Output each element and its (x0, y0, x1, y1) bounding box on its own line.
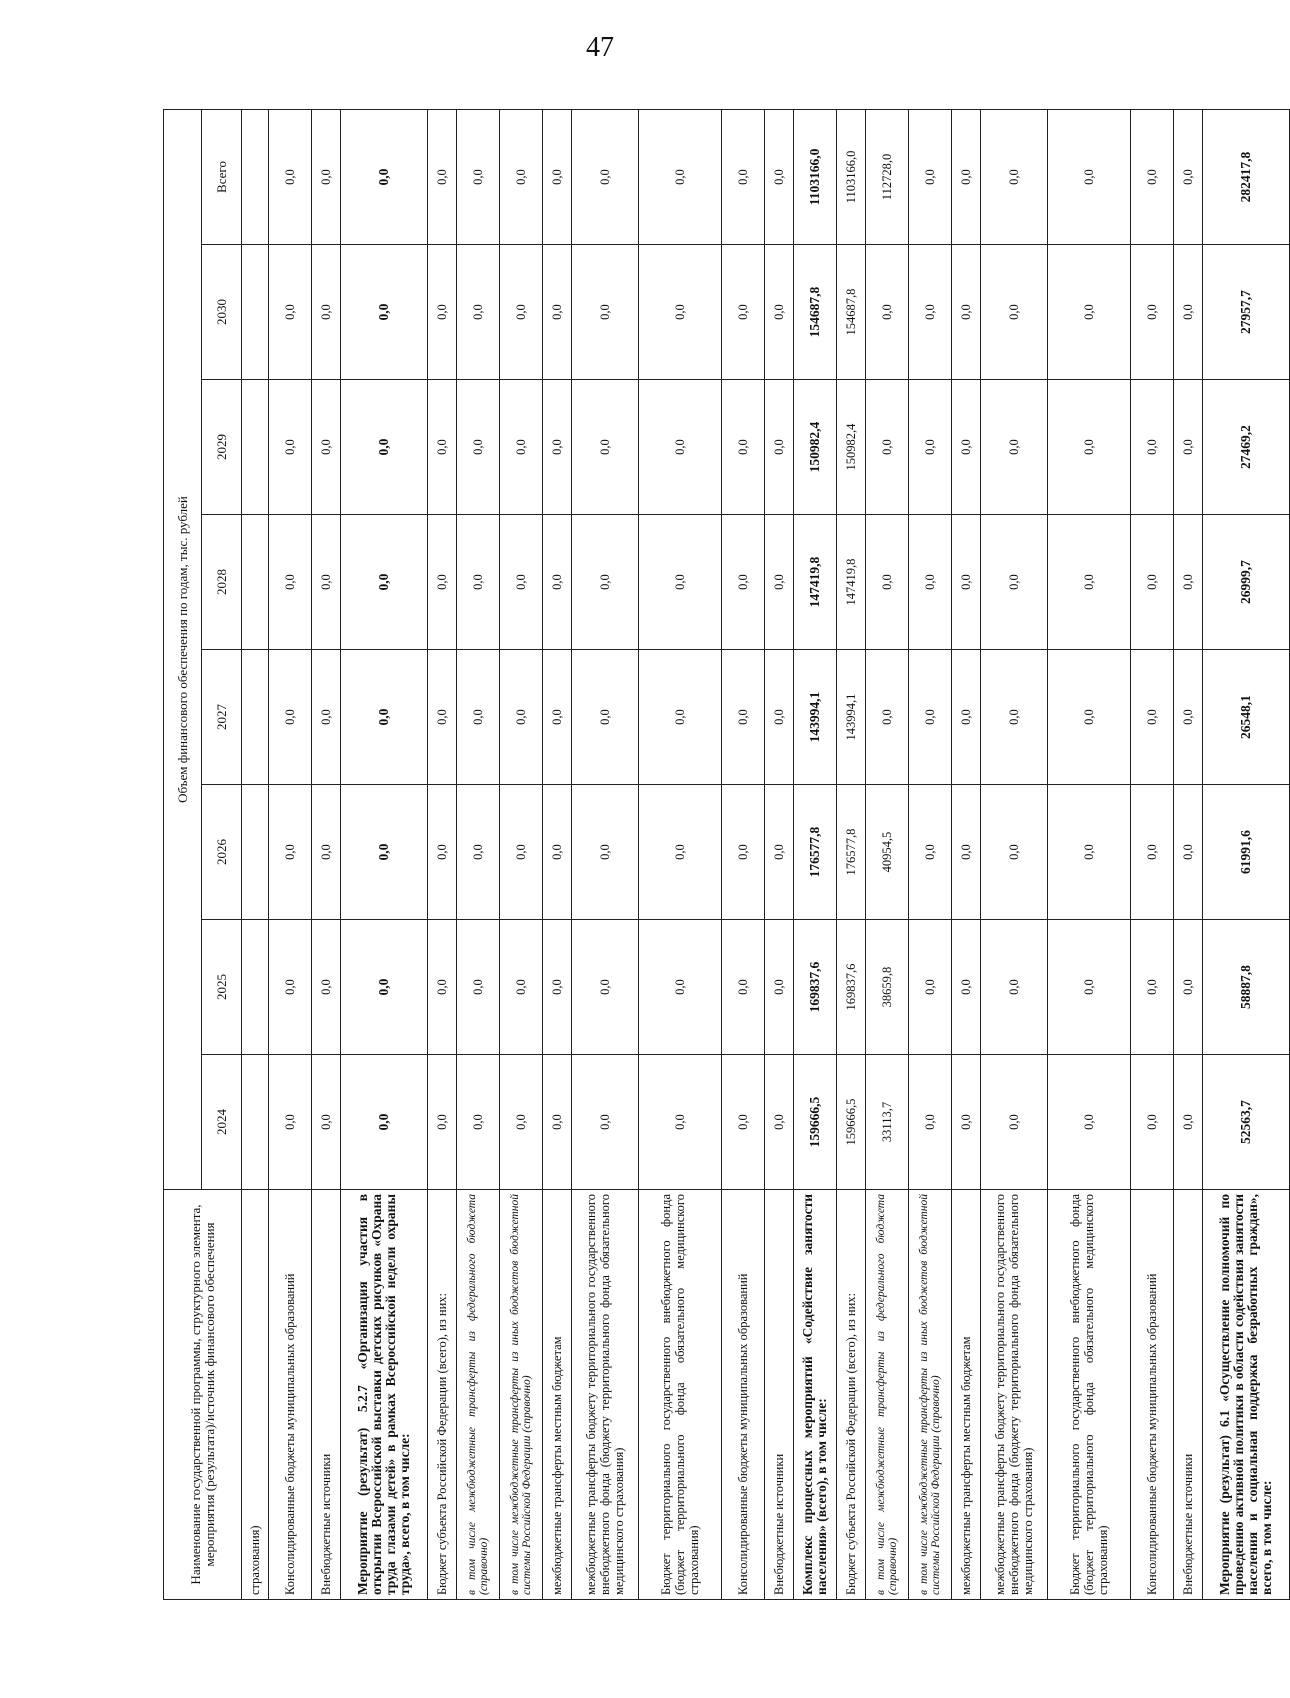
row-name: Внебюджетные источники (765, 1190, 794, 1600)
row-year-value: 0,0 (765, 785, 794, 920)
row-year-value: 0,0 (639, 515, 722, 650)
row-year-value: 0,0 (1048, 785, 1131, 920)
row-year-value: 0,0 (765, 920, 794, 1055)
row-year-value (242, 515, 269, 650)
row-year-value: 0,0 (952, 1055, 981, 1190)
row-name: Мероприятие (результат) 6.1 «Осуществление полномочий по проведению активной политики в области содействия занятости населения и социальная поддержка безработных граждан», всего, в том числе: (1203, 1190, 1290, 1600)
table-body (242, 109, 1290, 1599)
row-year-value: 40954,5 (866, 785, 909, 920)
row-year-value: 0,0 (909, 785, 952, 920)
row-year-value: 0,0 (457, 650, 500, 785)
row-name: Мероприятие (результат) 5.2.7 «Организация участия в открытии Всероссийской выставки детских рисунков «Охрана труда глазами детей» в рамках Всероссийской недели охраны труда», всего, в том числе: (341, 1190, 428, 1600)
row-total-value: 0,0 (1048, 109, 1131, 244)
row-year-value: 0,0 (312, 380, 341, 515)
header-year: 2030 (202, 245, 242, 380)
row-name: в том числе межбюджетные трансферты из федерального бюджета (справочно) (866, 1190, 909, 1600)
row-year-value: 0,0 (269, 785, 312, 920)
row-year-value: 0,0 (1131, 380, 1174, 515)
row-year-value: 150982,4 (794, 380, 837, 515)
row-total-value: 1103166,0 (794, 109, 837, 244)
row-year-value: 154687,8 (794, 245, 837, 380)
row-year-value: 0,0 (1174, 515, 1203, 650)
row-year-value: 169837,6 (794, 920, 837, 1055)
row-total-value (242, 109, 269, 244)
row-name: Консолидированные бюджеты муниципальных образований (269, 1190, 312, 1600)
row-year-value: 0,0 (428, 785, 457, 920)
table-row (1174, 109, 1203, 1599)
row-year-value: 0,0 (952, 380, 981, 515)
row-year-value: 0,0 (765, 650, 794, 785)
table-row (952, 109, 981, 1599)
row-year-value: 0,0 (981, 650, 1048, 785)
row-year-value: 0,0 (312, 245, 341, 380)
row-year-value: 0,0 (543, 380, 572, 515)
row-year-value: 0,0 (269, 1055, 312, 1190)
row-year-value: 0,0 (269, 380, 312, 515)
row-year-value: 0,0 (909, 650, 952, 785)
row-year-value: 0,0 (639, 245, 722, 380)
header-year: 2026 (202, 785, 242, 920)
rotated-table-container (163, 110, 1274, 1600)
row-total-value: 0,0 (457, 109, 500, 244)
row-year-value: 0,0 (1174, 380, 1203, 515)
row-year-value: 0,0 (952, 920, 981, 1055)
row-name: межбюджетные трансферты бюджету территориального государственного внебюджетного фонда (бюджету территориального фонда обязательного медицинского страхования) (981, 1190, 1048, 1600)
row-year-value: 0,0 (639, 650, 722, 785)
row-year-value: 0,0 (543, 650, 572, 785)
row-year-value: 0,0 (500, 650, 543, 785)
row-year-value: 0,0 (722, 1055, 765, 1190)
row-total-value: 0,0 (428, 109, 457, 244)
row-name: межбюджетные трансферты бюджету территориального государственного внебюджетного фонда (бюджету территориального фонда обязательного медицинского страхования) (572, 1190, 639, 1600)
row-year-value: 0,0 (1048, 380, 1131, 515)
row-year-value: 52563,7 (1203, 1055, 1290, 1190)
row-year-value: 0,0 (1048, 920, 1131, 1055)
row-year-value: 0,0 (866, 515, 909, 650)
row-year-value: 0,0 (572, 380, 639, 515)
row-year-value: 143994,1 (837, 650, 866, 785)
row-year-value: 0,0 (952, 785, 981, 920)
row-year-value: 0,0 (866, 380, 909, 515)
row-year-value: 0,0 (572, 245, 639, 380)
row-name: межбюджетные трансферты местным бюджетам (952, 1190, 981, 1600)
row-year-value: 150982,4 (837, 380, 866, 515)
row-year-value: 0,0 (543, 785, 572, 920)
row-year-value: 0,0 (428, 380, 457, 515)
row-year-value: 0,0 (1131, 1055, 1174, 1190)
row-name: Консолидированные бюджеты муниципальных образований (722, 1190, 765, 1600)
row-year-value: 0,0 (1131, 785, 1174, 920)
table-row (765, 109, 794, 1599)
row-year-value: 0,0 (457, 920, 500, 1055)
row-year-value: 159666,5 (794, 1055, 837, 1190)
page-number: 47 (586, 32, 614, 63)
row-year-value: 0,0 (572, 1055, 639, 1190)
row-year-value: 0,0 (572, 515, 639, 650)
row-year-value: 0,0 (639, 785, 722, 920)
row-year-value: 0,0 (909, 380, 952, 515)
row-year-value: 0,0 (765, 1055, 794, 1190)
row-year-value: 0,0 (457, 245, 500, 380)
row-year-value: 0,0 (312, 515, 341, 650)
row-year-value: 0,0 (1048, 515, 1131, 650)
table-row (428, 109, 457, 1599)
row-year-value: 0,0 (1174, 245, 1203, 380)
row-year-value (242, 920, 269, 1055)
row-year-value: 147419,8 (794, 515, 837, 650)
row-year-value: 0,0 (457, 380, 500, 515)
row-year-value: 0,0 (981, 380, 1048, 515)
row-year-value: 0,0 (722, 650, 765, 785)
row-total-value: 0,0 (341, 109, 428, 244)
row-year-value: 27469,2 (1203, 380, 1290, 515)
row-year-value: 0,0 (909, 1055, 952, 1190)
row-year-value: 0,0 (269, 650, 312, 785)
row-year-value: 0,0 (572, 650, 639, 785)
row-year-value (242, 1055, 269, 1190)
row-year-value: 0,0 (428, 1055, 457, 1190)
row-total-value: 0,0 (1131, 109, 1174, 244)
row-total-value: 0,0 (572, 109, 639, 244)
row-year-value: 0,0 (952, 245, 981, 380)
header-year: 2027 (202, 650, 242, 785)
row-year-value: 0,0 (1048, 650, 1131, 785)
row-year-value: 154687,8 (837, 245, 866, 380)
row-name: Бюджет субъекта Российской Федерации (всего), из них: (428, 1190, 457, 1600)
row-year-value: 58887,8 (1203, 920, 1290, 1055)
row-year-value: 0,0 (543, 920, 572, 1055)
row-year-value: 0,0 (269, 920, 312, 1055)
row-year-value: 0,0 (722, 515, 765, 650)
row-year-value: 0,0 (341, 650, 428, 785)
row-year-value: 0,0 (269, 515, 312, 650)
row-year-value: 0,0 (312, 920, 341, 1055)
row-year-value: 159666,5 (837, 1055, 866, 1190)
row-year-value: 0,0 (341, 245, 428, 380)
row-name: Внебюджетные источники (1174, 1190, 1203, 1600)
row-year-value (242, 380, 269, 515)
row-year-value: 143994,1 (794, 650, 837, 785)
row-year-value: 0,0 (909, 245, 952, 380)
row-year-value: 0,0 (1131, 245, 1174, 380)
row-year-value: 176577,8 (837, 785, 866, 920)
table-row (1131, 109, 1174, 1599)
row-year-value: 0,0 (952, 515, 981, 650)
row-year-value: 0,0 (722, 920, 765, 1055)
row-year-value (242, 785, 269, 920)
row-year-value: 0,0 (909, 920, 952, 1055)
row-year-value: 0,0 (952, 650, 981, 785)
row-total-value: 0,0 (722, 109, 765, 244)
row-total-value: 0,0 (500, 109, 543, 244)
table-row (1048, 109, 1131, 1599)
row-year-value: 0,0 (341, 920, 428, 1055)
row-year-value: 0,0 (1131, 920, 1174, 1055)
row-year-value: 147419,8 (837, 515, 866, 650)
row-year-value: 0,0 (500, 380, 543, 515)
row-name: Бюджет территориального государственного внебюджетного фонда (бюджет территориального фонда обязательного медицинского страхования) (1048, 1190, 1131, 1600)
header-row-1 (164, 109, 202, 1599)
row-year-value: 61991,6 (1203, 785, 1290, 920)
row-year-value: 26999,7 (1203, 515, 1290, 650)
row-total-value: 0,0 (269, 109, 312, 244)
table-row (341, 109, 428, 1599)
row-year-value: 0,0 (457, 1055, 500, 1190)
table-row (312, 109, 341, 1599)
row-year-value: 0,0 (312, 650, 341, 785)
row-year-value: 0,0 (312, 785, 341, 920)
table-row (837, 109, 866, 1599)
row-year-value: 0,0 (341, 1055, 428, 1190)
row-year-value: 176577,8 (794, 785, 837, 920)
row-year-value: 27957,7 (1203, 245, 1290, 380)
row-year-value: 0,0 (428, 920, 457, 1055)
header-total: Всего (202, 109, 242, 244)
table-row (269, 109, 312, 1599)
row-year-value: 0,0 (572, 920, 639, 1055)
row-year-value: 0,0 (1174, 920, 1203, 1055)
row-year-value: 0,0 (428, 515, 457, 650)
row-year-value: 0,0 (722, 245, 765, 380)
row-total-value: 282417,8 (1203, 109, 1290, 244)
row-total-value: 0,0 (909, 109, 952, 244)
row-year-value: 169837,6 (837, 920, 866, 1055)
row-year-value: 0,0 (500, 1055, 543, 1190)
header-year: 2024 (202, 1055, 242, 1190)
row-year-value: 0,0 (765, 515, 794, 650)
row-year-value: 0,0 (269, 245, 312, 380)
row-year-value: 0,0 (981, 515, 1048, 650)
table-row (866, 109, 909, 1599)
row-year-value: 0,0 (500, 515, 543, 650)
row-total-value: 0,0 (312, 109, 341, 244)
row-year-value: 33113,7 (866, 1055, 909, 1190)
row-year-value: 0,0 (428, 650, 457, 785)
row-year-value: 0,0 (639, 1055, 722, 1190)
row-total-value: 0,0 (639, 109, 722, 244)
table-row (242, 109, 269, 1599)
row-year-value: 0,0 (543, 245, 572, 380)
row-year-value: 0,0 (1131, 650, 1174, 785)
row-name: Комплекс процессных мероприятий «Содействие занятости населения» (всего), в том числе: (794, 1190, 837, 1600)
row-year-value: 0,0 (500, 920, 543, 1055)
row-year-value: 0,0 (981, 1055, 1048, 1190)
header-year: 2025 (202, 920, 242, 1055)
table-row (639, 109, 722, 1599)
header-funding: Объем финансового обеспечения по годам, тыс. рублей (164, 109, 202, 1189)
table-row (457, 109, 500, 1599)
table-row (543, 109, 572, 1599)
row-year-value: 0,0 (866, 650, 909, 785)
row-year-value: 0,0 (909, 515, 952, 650)
row-year-value: 0,0 (428, 245, 457, 380)
row-name: межбюджетные трансферты местным бюджетам (543, 1190, 572, 1600)
row-year-value: 0,0 (639, 920, 722, 1055)
row-total-value: 0,0 (952, 109, 981, 244)
row-year-value: 0,0 (312, 1055, 341, 1190)
row-total-value: 0,0 (981, 109, 1048, 244)
row-year-value (242, 245, 269, 380)
row-year-value: 0,0 (981, 245, 1048, 380)
table-row (981, 109, 1048, 1599)
row-year-value: 0,0 (457, 515, 500, 650)
row-name: страхования) (242, 1190, 269, 1600)
header-name-column: Наименование государственной программы, структурного элемента, мероприятия (результата)/источник финансового обеспечения (164, 1190, 242, 1600)
header-year: 2028 (202, 515, 242, 650)
row-name: в том числе межбюджетные трансферты из федерального бюджета (справочно) (457, 1190, 500, 1600)
table-row (794, 109, 837, 1599)
row-year-value: 0,0 (500, 245, 543, 380)
row-year-value: 0,0 (722, 785, 765, 920)
row-name: Консолидированные бюджеты муниципальных образований (1131, 1190, 1174, 1600)
row-year-value: 38659,8 (866, 920, 909, 1055)
row-year-value: 0,0 (341, 785, 428, 920)
row-year-value: 0,0 (1048, 1055, 1131, 1190)
row-name: Бюджет территориального государственного внебюджетного фонда (бюджет территориального фонда обязательного медицинского страхования) (639, 1190, 722, 1600)
row-name: Внебюджетные источники (312, 1190, 341, 1600)
row-year-value: 0,0 (639, 380, 722, 515)
row-year-value: 0,0 (457, 785, 500, 920)
row-year-value: 0,0 (572, 785, 639, 920)
row-year-value: 26548,1 (1203, 650, 1290, 785)
row-total-value: 0,0 (543, 109, 572, 244)
row-year-value: 0,0 (543, 515, 572, 650)
row-name: Бюджет субъекта Российской Федерации (всего), из них: (837, 1190, 866, 1600)
row-total-value: 0,0 (765, 109, 794, 244)
table-row (1203, 109, 1290, 1599)
row-name: в том числе межбюджетные трансферты из иных бюджетов бюджетной системы Российской Федерации (справочно) (909, 1190, 952, 1600)
row-total-value: 0,0 (1174, 109, 1203, 244)
table-row (722, 109, 765, 1599)
row-name: в том числе межбюджетные трансферты из иных бюджетов бюджетной системы Российской Федерации (справочно) (500, 1190, 543, 1600)
row-total-value: 112728,0 (866, 109, 909, 244)
row-year-value: 0,0 (1174, 785, 1203, 920)
row-year-value: 0,0 (341, 380, 428, 515)
row-year-value: 0,0 (500, 785, 543, 920)
row-year-value: 0,0 (765, 245, 794, 380)
financing-table (163, 109, 1290, 1600)
row-year-value: 0,0 (341, 515, 428, 650)
row-year-value: 0,0 (722, 380, 765, 515)
row-total-value: 1103166,0 (837, 109, 866, 244)
table-row (572, 109, 639, 1599)
row-year-value: 0,0 (981, 785, 1048, 920)
row-year-value: 0,0 (1174, 650, 1203, 785)
row-year-value: 0,0 (1131, 515, 1174, 650)
row-year-value (242, 650, 269, 785)
table-row (500, 109, 543, 1599)
header-year: 2029 (202, 380, 242, 515)
row-year-value: 0,0 (543, 1055, 572, 1190)
table-row (909, 109, 952, 1599)
row-year-value: 0,0 (1174, 1055, 1203, 1190)
row-year-value: 0,0 (981, 920, 1048, 1055)
row-year-value: 0,0 (765, 380, 794, 515)
row-year-value: 0,0 (866, 245, 909, 380)
row-year-value: 0,0 (1048, 245, 1131, 380)
